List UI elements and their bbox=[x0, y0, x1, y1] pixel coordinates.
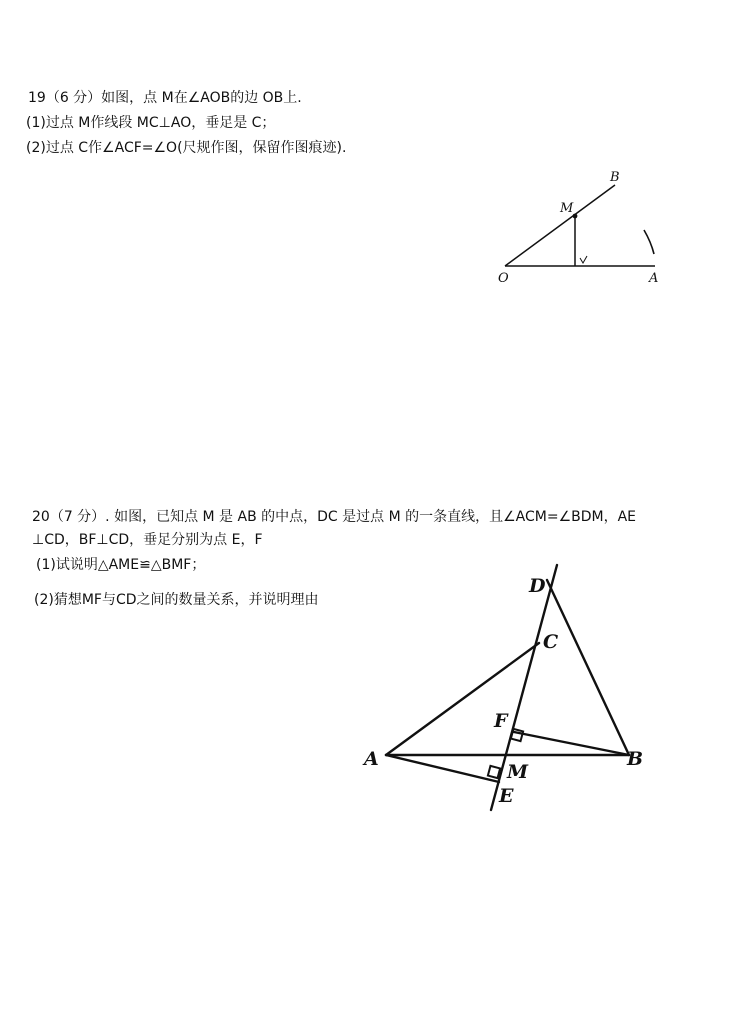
q20-label-F: F bbox=[494, 710, 508, 732]
q20-label-A: A bbox=[364, 748, 379, 770]
q20-segment-AC bbox=[386, 643, 539, 755]
q19-label-A: A bbox=[649, 271, 659, 286]
q20-segment-AE bbox=[386, 755, 499, 782]
q19-label-O: O bbox=[498, 271, 509, 286]
q19-label-M: M bbox=[560, 201, 574, 216]
q20-segment-BF bbox=[514, 732, 629, 755]
q20-label-M: M bbox=[507, 761, 529, 783]
q19-line-3: (2)过点 C作∠ACF=∠O(尺规作图，保留作图痕迹). bbox=[26, 140, 347, 156]
q19-label-B: B bbox=[610, 170, 620, 185]
q19-line-1: 19（6 分）如图，点 M在∠AOB的边 OB上. bbox=[28, 90, 302, 106]
q20-segment-DB bbox=[547, 580, 629, 755]
q20-label-D: D bbox=[529, 575, 546, 597]
q20-label-E: E bbox=[499, 785, 514, 807]
q20-line-1: 20（7 分）. 如图，已知点 M 是 AB 的中点，DC 是过点 M 的一条直线，且∠ACM=∠BDM，AE bbox=[32, 509, 637, 525]
q20-right-angle-F bbox=[511, 729, 523, 741]
q20-line-4: (2)猜想MF与CD之间的数量关系，并说明理由 bbox=[34, 592, 319, 608]
q20-line-3: (1)试说明△AME≌△BMF； bbox=[36, 557, 206, 573]
q20-right-angle-E bbox=[488, 766, 500, 778]
q20-label-B: B bbox=[627, 748, 644, 770]
q19-line-2: (1)过点 M作线段 MC⊥AO，垂足是 C； bbox=[26, 115, 276, 131]
q20-label-C: C bbox=[543, 631, 559, 653]
q20-line-2: ⊥CD，BF⊥CD，垂足分别为点 E，F bbox=[32, 532, 263, 548]
